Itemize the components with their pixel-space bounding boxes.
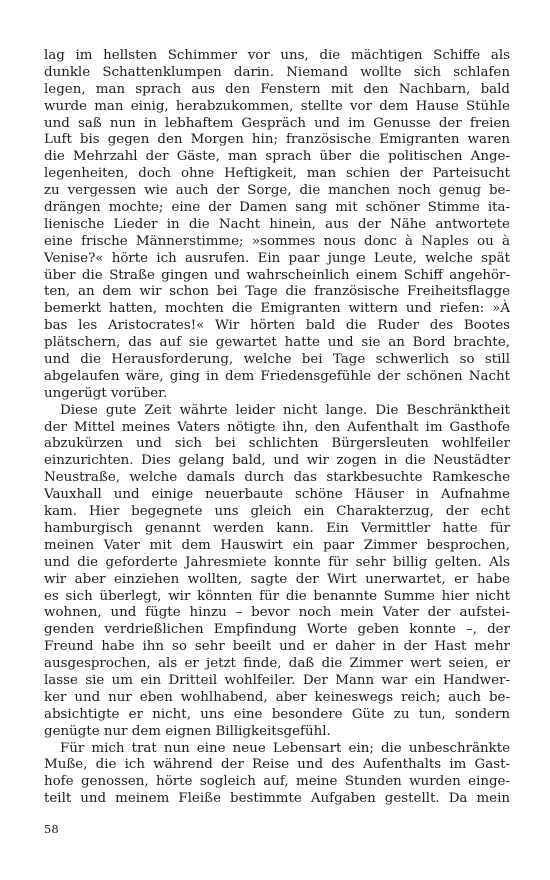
text-line: es sich überlegt, wir könnten für die benannte Summe hier nicht (44, 588, 510, 604)
text-line: drängen mochte; eine der Damen sang mit schöner Stimme ita- (44, 200, 510, 216)
text-line: Venise?« hörte ich ausrufen. Ein paar junge Leute, welche spät (44, 250, 510, 266)
text-line: Luft bis gegen den Morgen hin; französische Emigranten waren (44, 132, 510, 148)
text-line: genügte nur dem eignen Billigkeitsgefühl. (44, 723, 331, 739)
text-line: Muße, die ich während der Reise und des Aufenthalts im Gast- (44, 757, 510, 773)
text-line: und saß nun in lebhaftem Gespräch und im Genusse der freien (44, 115, 510, 131)
text-line: ker und nur eben wohlhabend, aber keineswegs reich; auch be- (44, 689, 510, 705)
text-line: kam. Hier begegnete uns gleich ein Charakterzug, der echt (44, 504, 510, 520)
text-line: eine frische Männerstimme; »sommes nous donc à Naples ou à (44, 233, 510, 249)
text-line: lag im hellsten Schimmer vor uns, die mächtigen Schiffe als (44, 48, 510, 63)
page-number: 58 (44, 822, 59, 836)
text-line: ungerügt vorüber. (44, 385, 168, 401)
text-line: legenheiten, doch ohne Heftigkeit, man schien der Parteisucht (44, 166, 510, 182)
text-line: lasse sie um ein Dritteil wohlfeiler. Der Mann war ein Handwer- (44, 672, 510, 688)
text-line: abzukürzen und sich bei schlichten Bürgersleuten wohlfeiler (44, 436, 510, 452)
body-text (44, 48, 510, 808)
text-line: und die geforderte Jahresmiete konnte für sehr billig gelten. Als (44, 554, 510, 570)
text-line: einzurichten. Dies gelang bald, und wir zogen in die Neustädter (44, 453, 510, 469)
text-line: absichtigte er nicht, uns eine besondere Güte zu tun, sondern (44, 706, 510, 722)
text-line: abgelaufen wäre, ging in dem Friedensgefühle der schönen Nacht (44, 368, 510, 384)
text-line: die Mehrzahl der Gäste, man sprach über die politischen Ange- (44, 149, 510, 165)
text-line: bemerkt hatten, mochten die Emigranten wittern und riefen: »À (44, 301, 510, 317)
text-line: wir aber einziehen wollten, sagte der Wirt unerwartet, er habe (44, 571, 510, 587)
text-line: wohnen, und fügte hinzu – bevor noch mein Vater der aufstei- (44, 605, 510, 621)
text-line: lienische Lieder in die Nacht hinein, aus der Nähe antwortete (44, 216, 510, 232)
text-line: Freund habe ihn so sehr beeilt und er daher in der Hast mehr (44, 639, 510, 655)
text-line: ausgesprochen, als er jetzt finde, daß die Zimmer wert seien, er (44, 656, 510, 672)
text-line: ten, an dem wir schon bei Tage die französische Freiheitsflagge (44, 284, 510, 300)
text-line: dunkle Schattenklumpen darin. Niemand wollte sich schlafen (44, 64, 510, 80)
text-line: bas les Aristocrates!« Wir hörten bald die Ruder des Bootes (44, 318, 510, 334)
text-line: hofe genossen, hörte sogleich auf, meine Stunden wurden einge- (44, 774, 510, 790)
text-line: plätschern, das auf sie gewartet hatte und sie an Bord brachte, (44, 335, 510, 351)
text-line: teilt und meinem Fleiße bestimmte Aufgaben gestellt. Da mein (44, 791, 510, 807)
text-line: über die Straße gingen und wahrscheinlich einem Schiff angehör- (44, 267, 510, 283)
text-line: Neustraße, welche damals durch das starkbesuchte Ramkesche (44, 470, 510, 486)
text-line: wurde man einig, herabzukommen, stellte vor dem Hause Stühle (44, 98, 510, 114)
text-line: hamburgisch genannt werden kann. Ein Vermittler hatte für (44, 520, 510, 536)
text-line: der Mittel meines Vaters nötigte ihn, den Aufenthalt im Gasthofe (44, 419, 510, 435)
text-line: zu vergessen wie auch der Sorge, die manchen noch genug be- (44, 183, 510, 199)
text-line: und die Herausforderung, welche bei Tage schwerlich so still (44, 352, 510, 368)
text-line: legen, man sprach aus den Fenstern mit den Nachbarn, bald (44, 81, 510, 97)
text-line: Vauxhall und einige neuerbaute schöne Häuser in Aufnahme (44, 487, 510, 503)
text-line: genden verdrießlichen Empfindung Worte geben konnte –, der (44, 622, 510, 638)
text-line: Für mich trat nun eine neue Lebensart ein; die unbeschränkte (60, 740, 510, 756)
text-line: Diese gute Zeit währte leider nicht lange. Die Beschränktheit (60, 402, 510, 418)
text-line: meinen Vater mit dem Hauswirt ein paar Zimmer besprochen, (44, 537, 510, 553)
